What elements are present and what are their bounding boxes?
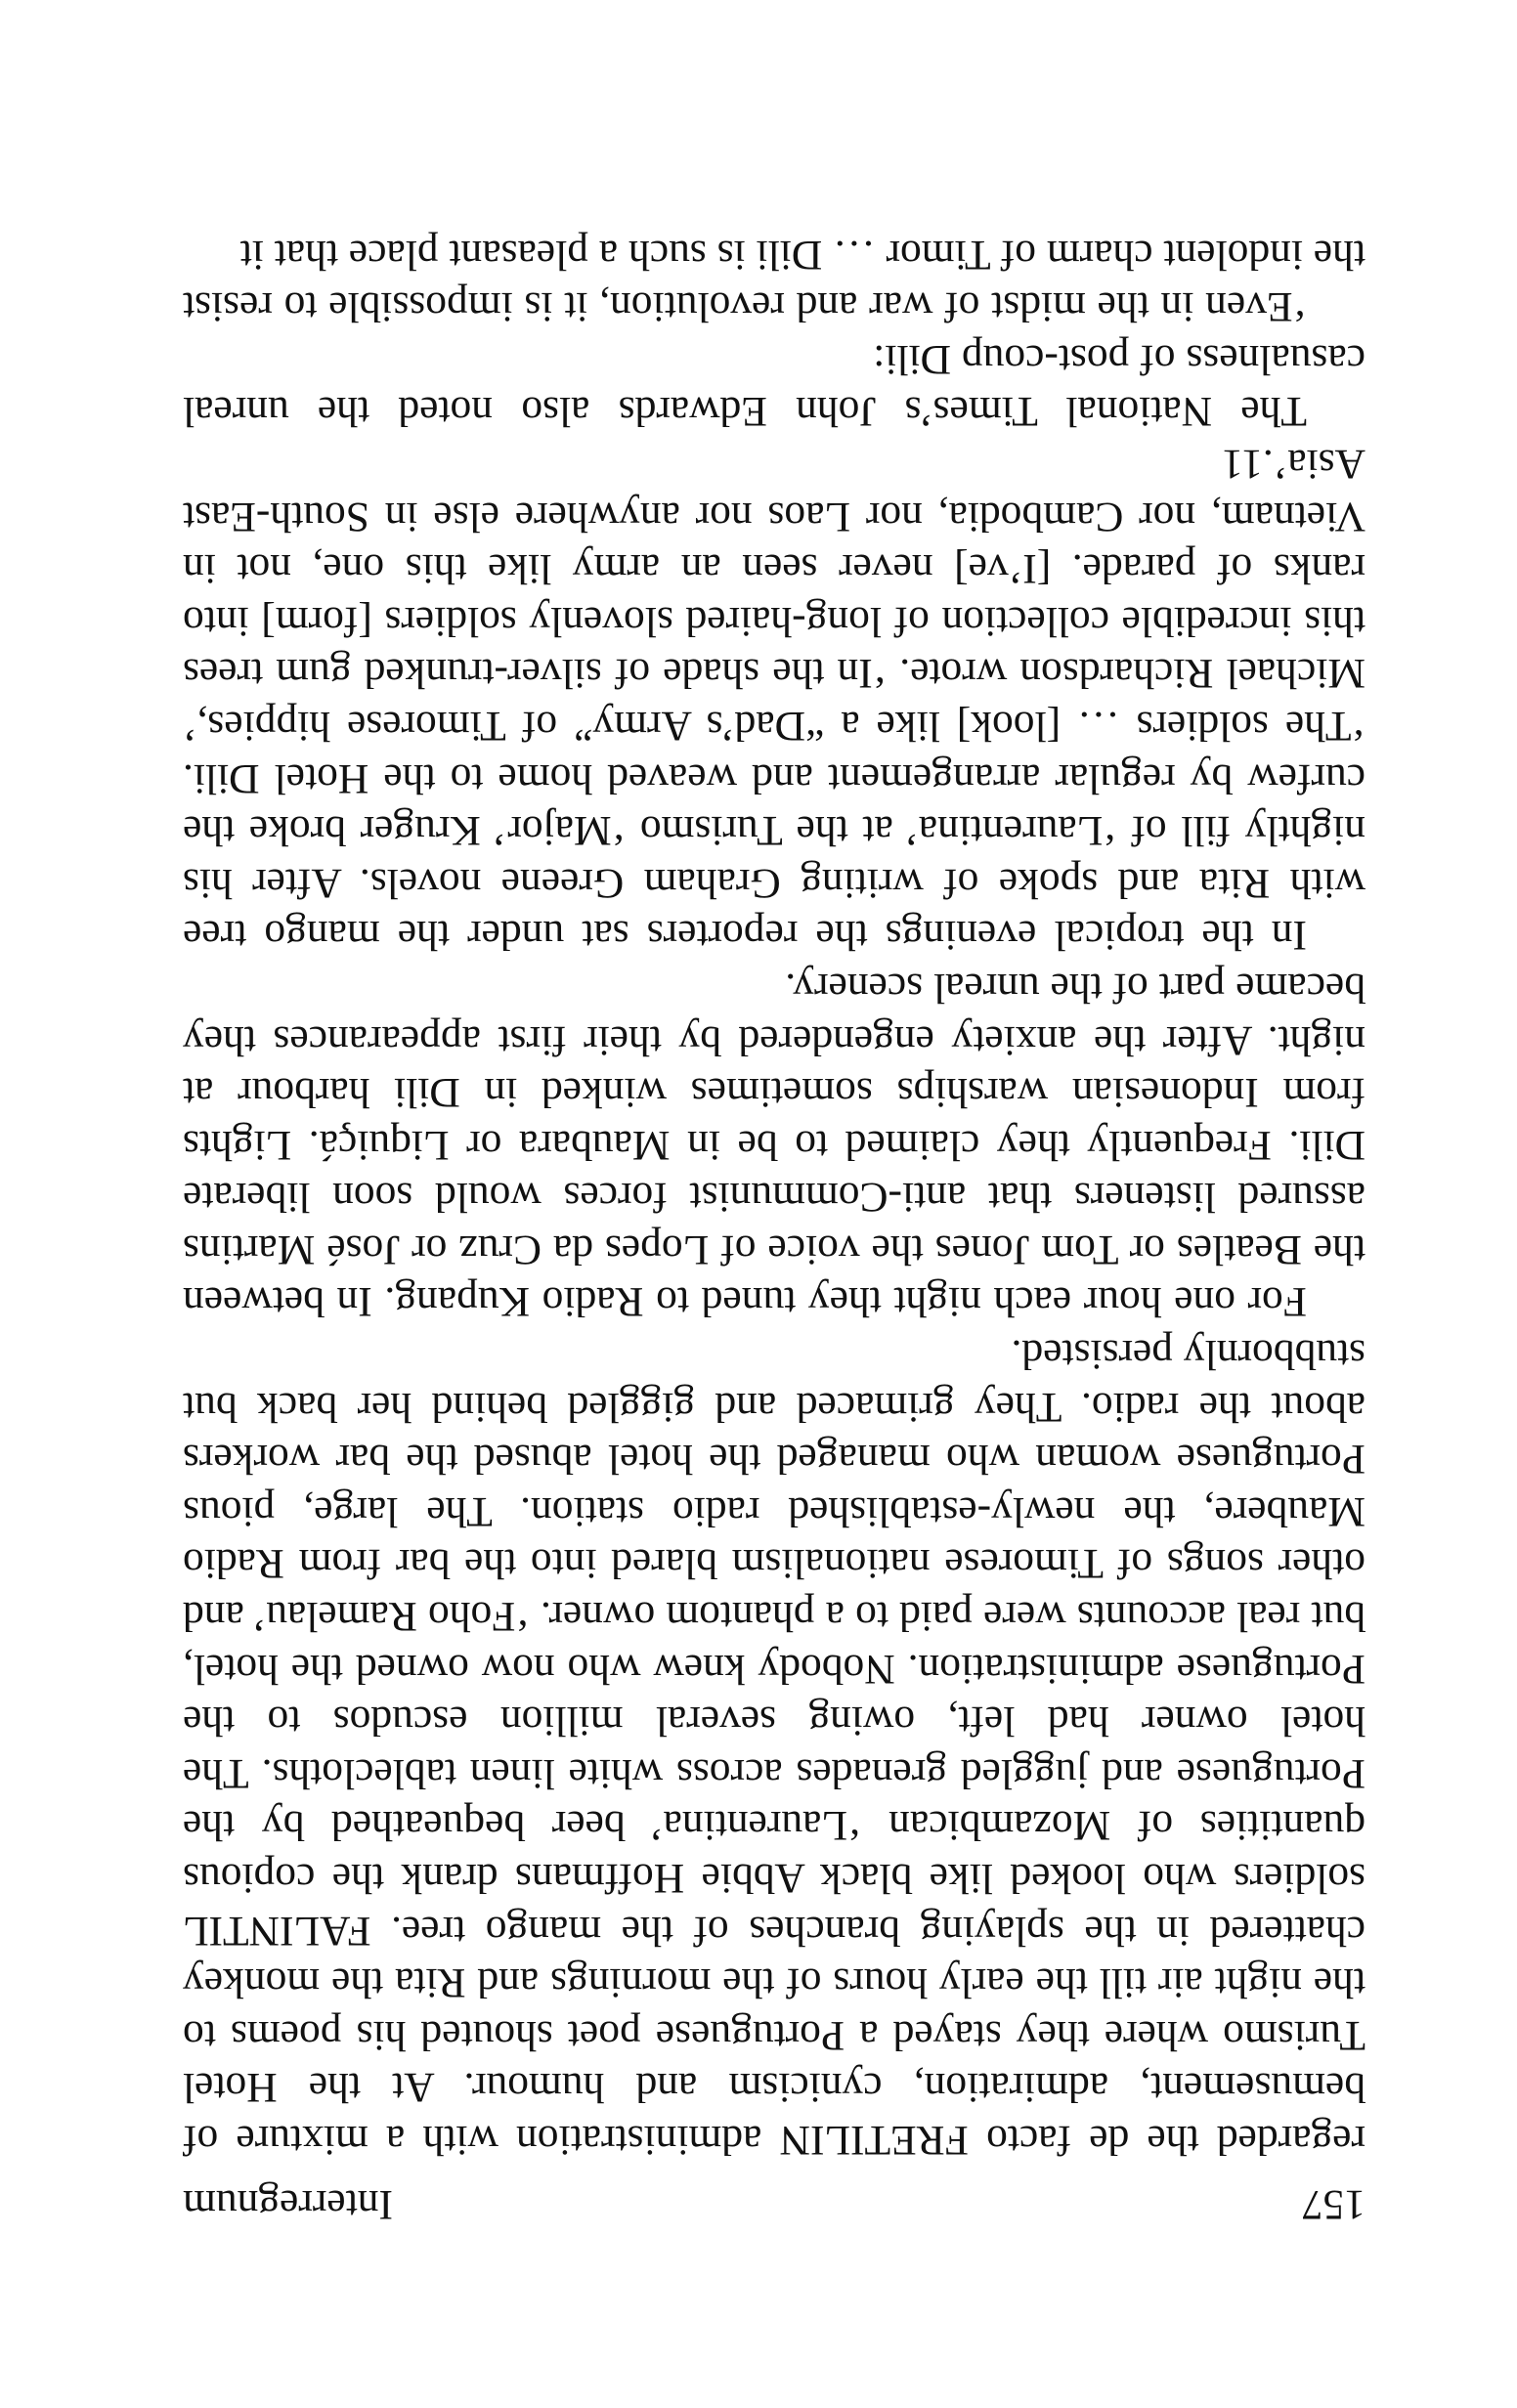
paragraph-5: ‘Even in the midst of war and revolution, it is impossible to resist the indolent charm of Timor … Dili is such a pleasant place that it bbox=[183, 231, 1365, 331]
body-text bbox=[183, 228, 1365, 2166]
paragraph-1: regarded the de facto FRETILIN administration with a mixture of bemusement, admiration, cynicism and humour. At the Hotel Turismo where they stayed a Portuguese poet shouted his poems to the night air till the early hours of the mornings and Rita the monkey chattered in the splaying branches of the mango tree. FALINTIL soldiers who looked like black Abbie Hoffmans drank the copious quantities of Mozambican ‘Laurentina’ beer bequeathed by the Portuguese and juggled grenades across white linen tablecloths. The hotel owner had left, owing several million escudos to the Portuguese administration. Nobody knew who now owned the hotel, but real accounts were paid to a phantom owner. ‘Foho Ramelau’ and other songs of Timorese nationalism blared into the bar from Radio Maubere, the newly-established radio station. The large, pious Portuguese woman who managed the hotel abused the bar workers about the radio. They grimaced and giggled behind her back but stubbornly persisted. bbox=[183, 1331, 1365, 2164]
running-header bbox=[183, 2177, 1365, 2232]
paragraph-3: In the tropical evenings the reporters sat under the mango tree with Rita and spoke of writing Graham Greene novels. After his nightly fill of ‘Laurentina’ at the Turismo ‘Major’ Kruger broke the curfew by regular arrangement and weaved home to the Hotel Dili. ‘The soldiers … [look] like a “Dad’s Army” of Timorese hippies,’ Michael Richardson wrote. ‘In the shade of silver-trunked gum trees this incredible collection of long-haired slovenly soldiers [form] into ranks of parade. [I’ve] never seen an army like this one, not in Vietnam, nor Cambodia, nor Laos nor anywhere else in South-East Asia’.11 bbox=[183, 441, 1365, 960]
page-number: 157 bbox=[1301, 2181, 1365, 2228]
running-title: Interregnum bbox=[183, 2181, 393, 2228]
paragraph-2: For one hour each night they tuned to Radio Kupang. In between the Beatles or Tom Jones the voice of Lopes da Cruz or José Martins assured listeners that anti-Communist forces would soon liberate Dili. Frequently they claimed to be in Maubara or Liquiçá. Lights from Indonesian warships sometimes winked in Dili harbour at night. After the anxiety engendered by their first appearances they became part of the unreal scenery. bbox=[183, 964, 1365, 1326]
paragraph-4: The National Times’s John Edwards also noted the unreal casualness of post-coup Dili: bbox=[183, 335, 1365, 436]
